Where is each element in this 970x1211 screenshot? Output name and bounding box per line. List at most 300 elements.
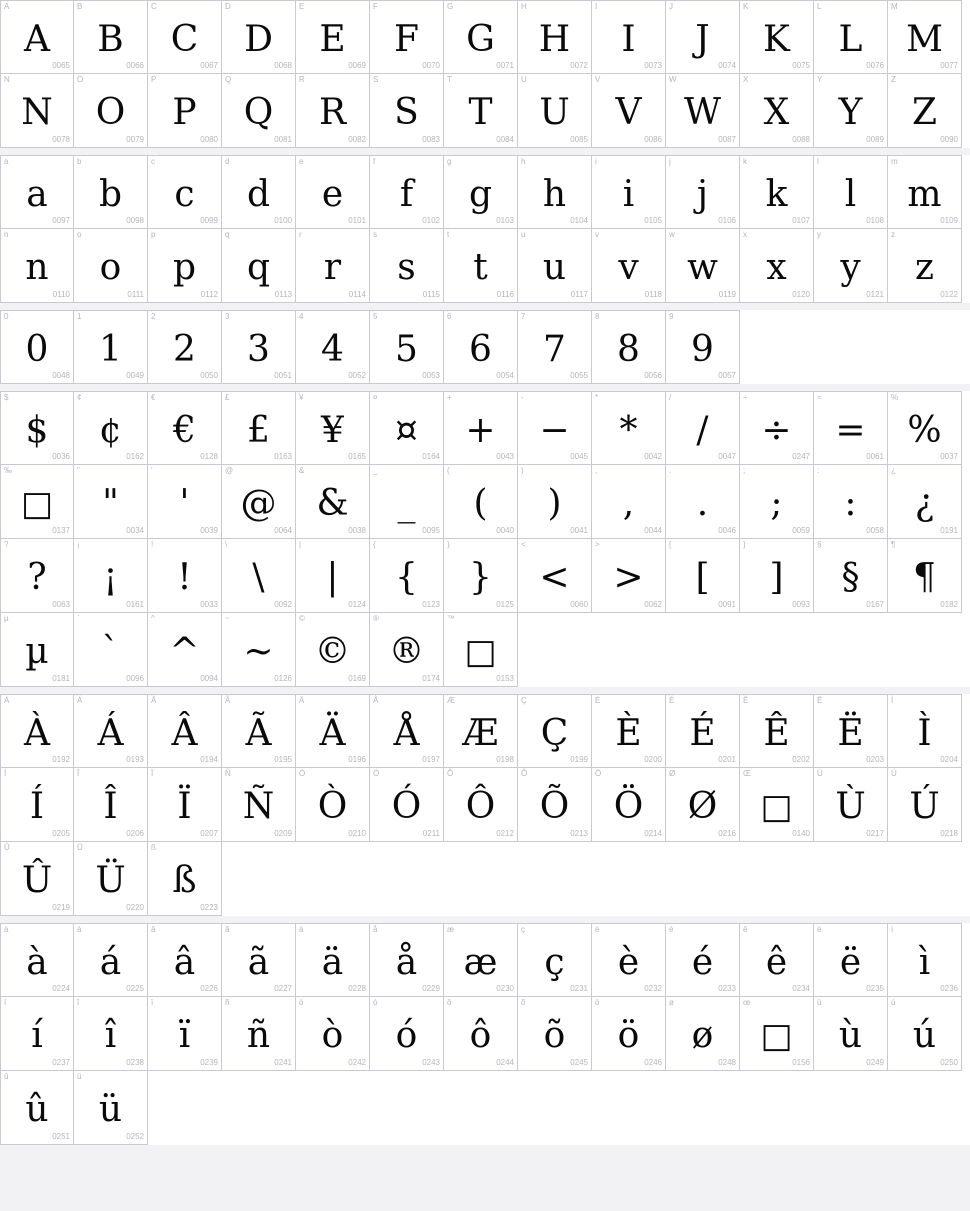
char-glyph: ü <box>98 1089 123 1130</box>
char-glyph: ÷ <box>761 410 792 451</box>
char-corner-label: ¿ <box>891 466 896 475</box>
char-cell[interactable] <box>222 923 296 997</box>
char-corner-label: H <box>521 2 527 11</box>
char-corner-label: Ä <box>299 696 305 705</box>
char-cell[interactable] <box>74 923 148 997</box>
char-code-label: 0245 <box>570 1058 588 1067</box>
char-cell[interactable] <box>148 391 222 465</box>
char-cell[interactable] <box>148 539 222 613</box>
char-cell[interactable] <box>592 310 666 384</box>
char-cell[interactable] <box>148 613 222 687</box>
char-cell[interactable] <box>74 0 148 74</box>
char-glyph: € <box>173 410 196 451</box>
char-cell[interactable] <box>148 997 222 1071</box>
char-cell[interactable] <box>740 768 814 842</box>
char-corner-label: œ <box>743 998 751 1007</box>
char-corner-label: § <box>817 540 822 549</box>
char-cell[interactable] <box>296 768 370 842</box>
char-cell[interactable] <box>592 155 666 229</box>
char-cell[interactable] <box>444 391 518 465</box>
char-cell[interactable] <box>666 74 740 148</box>
char-code-label: 0117 <box>570 290 588 299</box>
char-code-label: 0075 <box>792 61 810 70</box>
char-corner-label: ( <box>447 466 450 475</box>
char-corner-label: C <box>151 2 157 11</box>
char-cell[interactable] <box>74 465 148 539</box>
char-cell[interactable] <box>888 768 962 842</box>
char-code-label: 0059 <box>792 526 810 535</box>
char-code-label: 0181 <box>52 674 70 683</box>
char-glyph: Ì <box>917 713 932 754</box>
char-code-label: 0039 <box>200 526 218 535</box>
char-corner-label: À <box>4 696 10 705</box>
char-code-label: 0113 <box>274 290 292 299</box>
char-glyph: c <box>174 174 195 215</box>
char-glyph: : <box>844 483 857 524</box>
char-cell[interactable] <box>0 229 74 303</box>
char-cell[interactable] <box>0 310 74 384</box>
char-glyph: g <box>468 174 493 215</box>
char-cell[interactable] <box>814 465 888 539</box>
char-cell[interactable] <box>888 155 962 229</box>
char-cell[interactable] <box>444 539 518 613</box>
char-cell[interactable] <box>592 997 666 1071</box>
char-cell[interactable] <box>444 155 518 229</box>
char-cell[interactable] <box>814 997 888 1071</box>
char-cell[interactable] <box>444 768 518 842</box>
char-corner-label: õ <box>521 998 526 1007</box>
char-cell[interactable] <box>0 465 74 539</box>
char-cell[interactable] <box>74 74 148 148</box>
char-cell[interactable] <box>370 0 444 74</box>
char-code-label: 0116 <box>496 290 514 299</box>
char-cell[interactable] <box>222 997 296 1071</box>
char-corner-label: â <box>151 925 156 934</box>
char-corner-label: ã <box>225 925 230 934</box>
char-cell[interactable] <box>592 0 666 74</box>
char-cell[interactable] <box>518 155 592 229</box>
char-cell[interactable] <box>0 391 74 465</box>
char-cell[interactable] <box>814 74 888 148</box>
char-cell[interactable] <box>0 694 74 768</box>
char-cell[interactable] <box>370 768 444 842</box>
char-cell[interactable] <box>814 539 888 613</box>
char-code-label: 0074 <box>718 61 736 70</box>
char-code-label: 0194 <box>200 755 218 764</box>
char-corner-label: ü <box>77 1072 82 1081</box>
char-code-label: 0101 <box>348 216 366 225</box>
char-glyph: p <box>172 247 197 288</box>
char-code-label: 0124 <box>348 600 366 609</box>
char-cell[interactable] <box>0 997 74 1071</box>
char-cell[interactable] <box>370 694 444 768</box>
char-cell[interactable] <box>74 1071 148 1145</box>
char-cell[interactable] <box>592 694 666 768</box>
char-cell[interactable] <box>296 923 370 997</box>
char-cell[interactable] <box>518 310 592 384</box>
char-code-label: 0219 <box>52 903 70 912</box>
char-code-label: 0079 <box>126 135 144 144</box>
char-cell[interactable] <box>370 74 444 148</box>
char-cell[interactable] <box>148 229 222 303</box>
char-corner-label: ` <box>77 614 80 623</box>
char-corner-label: 3 <box>225 312 230 321</box>
char-cell[interactable] <box>814 768 888 842</box>
char-cell[interactable] <box>592 74 666 148</box>
char-cell[interactable] <box>370 229 444 303</box>
char-cell[interactable] <box>0 842 74 916</box>
char-group-symbols-punctuation <box>0 391 970 687</box>
char-corner-label: ? <box>4 540 9 549</box>
char-corner-label: L <box>817 2 822 11</box>
char-cell[interactable] <box>370 539 444 613</box>
char-cell[interactable] <box>370 997 444 1071</box>
char-cell[interactable] <box>814 0 888 74</box>
char-cell[interactable] <box>296 539 370 613</box>
char-cell[interactable] <box>370 923 444 997</box>
char-cell[interactable] <box>740 0 814 74</box>
char-glyph: f <box>399 174 414 215</box>
char-cell[interactable] <box>74 391 148 465</box>
char-cell[interactable] <box>592 229 666 303</box>
char-cell[interactable] <box>888 391 962 465</box>
char-cell[interactable] <box>296 613 370 687</box>
char-cell[interactable] <box>740 923 814 997</box>
char-code-label: 0137 <box>52 526 70 535</box>
char-code-label: 0165 <box>348 452 366 461</box>
char-corner-label: È <box>595 696 601 705</box>
char-cell[interactable] <box>666 155 740 229</box>
char-cell[interactable] <box>0 613 74 687</box>
char-glyph: ø <box>691 1015 714 1056</box>
char-cell[interactable] <box>888 465 962 539</box>
char-cell[interactable] <box>370 155 444 229</box>
char-cell[interactable] <box>74 694 148 768</box>
char-corner-label: © <box>299 614 305 623</box>
char-code-label: 0106 <box>718 216 736 225</box>
char-cell[interactable] <box>148 842 222 916</box>
char-cell[interactable] <box>666 310 740 384</box>
char-corner-label: n <box>4 230 9 239</box>
char-cell[interactable] <box>740 465 814 539</box>
char-cell[interactable] <box>666 997 740 1071</box>
char-code-label: 0164 <box>422 452 440 461</box>
char-cell[interactable] <box>592 768 666 842</box>
char-cell[interactable] <box>666 465 740 539</box>
char-glyph: Ô <box>465 786 496 827</box>
char-cell[interactable] <box>296 0 370 74</box>
char-glyph: $ <box>25 410 49 451</box>
char-cell[interactable] <box>740 229 814 303</box>
char-cell[interactable] <box>296 694 370 768</box>
char-glyph: ö <box>617 1015 640 1056</box>
char-cell[interactable] <box>518 0 592 74</box>
char-corner-label: f <box>373 157 376 166</box>
char-code-label: 0197 <box>422 755 440 764</box>
char-cell[interactable] <box>740 391 814 465</box>
char-corner-label: Q <box>225 75 232 84</box>
char-cell[interactable] <box>518 539 592 613</box>
char-glyph: í <box>31 1015 43 1056</box>
char-cell[interactable] <box>814 155 888 229</box>
char-code-label: 0163 <box>274 452 292 461</box>
char-glyph: I <box>621 19 636 60</box>
char-cell[interactable] <box>888 74 962 148</box>
char-cell[interactable] <box>74 768 148 842</box>
char-cell[interactable] <box>148 768 222 842</box>
char-corner-label: ó <box>373 998 378 1007</box>
char-cell[interactable] <box>444 997 518 1071</box>
char-corner-label: ù <box>817 998 822 1007</box>
char-cell[interactable] <box>74 842 148 916</box>
char-cell[interactable] <box>296 155 370 229</box>
char-code-label: 0114 <box>348 290 366 299</box>
char-glyph: S <box>394 92 419 133</box>
char-cell[interactable] <box>74 229 148 303</box>
char-cell[interactable] <box>148 0 222 74</box>
char-glyph: l <box>844 174 857 215</box>
char-cell[interactable] <box>518 694 592 768</box>
char-code-label: 0045 <box>570 452 588 461</box>
char-cell[interactable] <box>370 310 444 384</box>
char-cell[interactable] <box>888 694 962 768</box>
char-cell[interactable] <box>222 391 296 465</box>
char-glyph: 8 <box>617 329 640 370</box>
char-cell[interactable] <box>148 74 222 148</box>
char-cell[interactable] <box>740 74 814 148</box>
char-code-label: 0195 <box>274 755 292 764</box>
char-corner-label: Ú <box>891 769 897 778</box>
char-cell[interactable] <box>444 74 518 148</box>
char-corner-label: O <box>77 75 84 84</box>
char-cell[interactable] <box>222 310 296 384</box>
char-cell[interactable] <box>222 613 296 687</box>
char-cell[interactable] <box>518 997 592 1071</box>
char-cell[interactable] <box>666 229 740 303</box>
char-cell[interactable] <box>222 155 296 229</box>
char-corner-label: ê <box>743 925 748 934</box>
char-cell[interactable] <box>74 310 148 384</box>
char-glyph: \ <box>252 557 265 598</box>
char-glyph: o <box>99 247 122 288</box>
char-cell[interactable] <box>296 310 370 384</box>
char-code-label: 0048 <box>52 371 70 380</box>
char-cell[interactable] <box>370 613 444 687</box>
char-glyph: % <box>907 410 942 451</box>
char-cell[interactable] <box>74 613 148 687</box>
char-corner-label: ç <box>521 925 525 934</box>
char-code-label: 0033 <box>200 600 218 609</box>
char-cell[interactable] <box>888 923 962 997</box>
char-cell[interactable] <box>592 391 666 465</box>
char-code-label: 0234 <box>792 984 810 993</box>
char-glyph: / <box>696 410 709 451</box>
char-corner-label: 6 <box>447 312 452 321</box>
char-code-label: 0248 <box>718 1058 736 1067</box>
char-corner-label: y <box>817 230 821 239</box>
char-corner-label: < <box>521 540 526 549</box>
char-glyph: A <box>24 19 50 60</box>
char-cell[interactable] <box>148 694 222 768</box>
char-cell[interactable] <box>0 923 74 997</box>
char-corner-label: W <box>669 75 677 84</box>
char-glyph: s <box>397 247 416 288</box>
char-glyph: © <box>314 631 351 672</box>
char-cell[interactable] <box>0 1071 74 1145</box>
char-corner-label: z <box>891 230 895 239</box>
char-cell[interactable] <box>148 923 222 997</box>
char-cell[interactable] <box>888 229 962 303</box>
char-cell[interactable] <box>666 923 740 997</box>
char-corner-label: € <box>151 393 156 402</box>
char-cell[interactable] <box>222 768 296 842</box>
char-code-label: 0212 <box>496 829 514 838</box>
char-cell[interactable] <box>666 391 740 465</box>
char-glyph: Ä <box>319 713 346 754</box>
char-corner-label: Ï <box>151 769 154 778</box>
char-code-label: 0169 <box>348 674 366 683</box>
char-code-label: 0112 <box>200 290 218 299</box>
char-cell[interactable] <box>296 465 370 539</box>
char-cell[interactable] <box>740 694 814 768</box>
char-glyph: Ë <box>837 713 864 754</box>
char-cell[interactable] <box>0 0 74 74</box>
char-cell[interactable] <box>814 694 888 768</box>
char-cell[interactable] <box>222 465 296 539</box>
char-corner-label: Ñ <box>225 769 231 778</box>
char-glyph: è <box>617 942 640 983</box>
char-code-label: 0161 <box>126 600 144 609</box>
char-cell[interactable] <box>74 539 148 613</box>
char-cell[interactable] <box>0 74 74 148</box>
char-cell[interactable] <box>0 539 74 613</box>
char-code-label: 0047 <box>718 452 736 461</box>
char-corner-label: J <box>669 2 673 11</box>
char-cell[interactable] <box>518 74 592 148</box>
char-code-label: 0202 <box>792 755 810 764</box>
char-cell[interactable] <box>222 0 296 74</box>
char-cell[interactable] <box>222 694 296 768</box>
char-cell[interactable] <box>814 229 888 303</box>
char-cell[interactable] <box>444 613 518 687</box>
char-cell[interactable] <box>444 923 518 997</box>
char-cell[interactable] <box>296 229 370 303</box>
char-cell[interactable] <box>444 0 518 74</box>
char-cell[interactable] <box>592 539 666 613</box>
char-glyph: ^ <box>169 631 200 672</box>
char-code-label: 0107 <box>792 216 810 225</box>
char-code-label: 0235 <box>866 984 884 993</box>
char-glyph: @ <box>240 483 277 524</box>
char-corner-label: Ô <box>447 769 454 778</box>
char-glyph: § <box>841 557 860 598</box>
char-cell[interactable] <box>666 0 740 74</box>
char-cell[interactable] <box>370 391 444 465</box>
char-cell[interactable] <box>518 768 592 842</box>
char-cell[interactable] <box>444 310 518 384</box>
char-corner-label: ! <box>151 540 154 549</box>
char-cell[interactable] <box>888 539 962 613</box>
char-cell[interactable] <box>814 923 888 997</box>
char-corner-label: Î <box>77 769 80 778</box>
char-glyph: Æ <box>462 713 499 754</box>
char-code-label: 0252 <box>126 1132 144 1141</box>
char-cell[interactable] <box>592 465 666 539</box>
char-cell[interactable] <box>74 997 148 1071</box>
char-glyph: ¿ <box>914 483 935 524</box>
char-corner-label: M <box>891 2 898 11</box>
char-cell[interactable] <box>296 391 370 465</box>
char-cell[interactable] <box>814 391 888 465</box>
char-cell[interactable] <box>666 694 740 768</box>
char-code-label: 0064 <box>274 526 292 535</box>
char-cell[interactable] <box>296 997 370 1071</box>
char-code-label: 0063 <box>52 600 70 609</box>
char-cell[interactable] <box>222 229 296 303</box>
char-cell[interactable] <box>222 74 296 148</box>
char-code-label: 0126 <box>274 674 292 683</box>
char-cell[interactable] <box>740 155 814 229</box>
char-glyph: ? <box>27 557 47 598</box>
char-cell[interactable] <box>444 694 518 768</box>
char-corner-label: Z <box>891 75 896 84</box>
char-glyph: ¶ <box>913 557 936 598</box>
char-cell[interactable] <box>518 391 592 465</box>
char-corner-label: * <box>595 393 599 402</box>
char-corner-label: Ì <box>891 696 894 705</box>
char-cell[interactable] <box>666 768 740 842</box>
char-cell[interactable] <box>592 923 666 997</box>
char-cell[interactable] <box>666 539 740 613</box>
char-code-label: 0102 <box>422 216 440 225</box>
char-cell[interactable] <box>444 229 518 303</box>
char-cell[interactable] <box>74 155 148 229</box>
char-cell[interactable] <box>0 155 74 229</box>
char-cell[interactable] <box>222 539 296 613</box>
char-cell[interactable] <box>518 465 592 539</box>
char-corner-label: % <box>891 393 899 402</box>
char-cell[interactable] <box>518 923 592 997</box>
char-corner-label: D <box>225 2 231 11</box>
char-cell[interactable] <box>370 465 444 539</box>
char-code-label: 0053 <box>422 371 440 380</box>
char-cell[interactable] <box>148 465 222 539</box>
char-corner-label: Ò <box>299 769 306 778</box>
char-cell[interactable] <box>740 997 814 1071</box>
char-glyph: e <box>321 174 344 215</box>
char-cell[interactable] <box>148 310 222 384</box>
char-corner-label: í <box>4 998 7 1007</box>
char-corner-label: g <box>447 157 452 166</box>
char-glyph: P <box>172 92 197 133</box>
char-cell[interactable] <box>0 768 74 842</box>
char-cell[interactable] <box>444 465 518 539</box>
char-cell[interactable] <box>888 0 962 74</box>
char-cell[interactable] <box>740 539 814 613</box>
char-corner-label: A <box>4 2 10 11</box>
char-code-label: 0229 <box>422 984 440 993</box>
char-corner-label: e <box>299 157 304 166</box>
char-cell[interactable] <box>888 997 962 1071</box>
char-glyph: Ù <box>835 786 866 827</box>
char-corner-label: > <box>595 540 600 549</box>
char-corner-label: £ <box>225 393 230 402</box>
char-glyph: â <box>173 942 196 983</box>
char-cell[interactable] <box>296 74 370 148</box>
char-code-label: 0216 <box>718 829 736 838</box>
char-cell[interactable] <box>518 229 592 303</box>
char-cell[interactable] <box>148 155 222 229</box>
